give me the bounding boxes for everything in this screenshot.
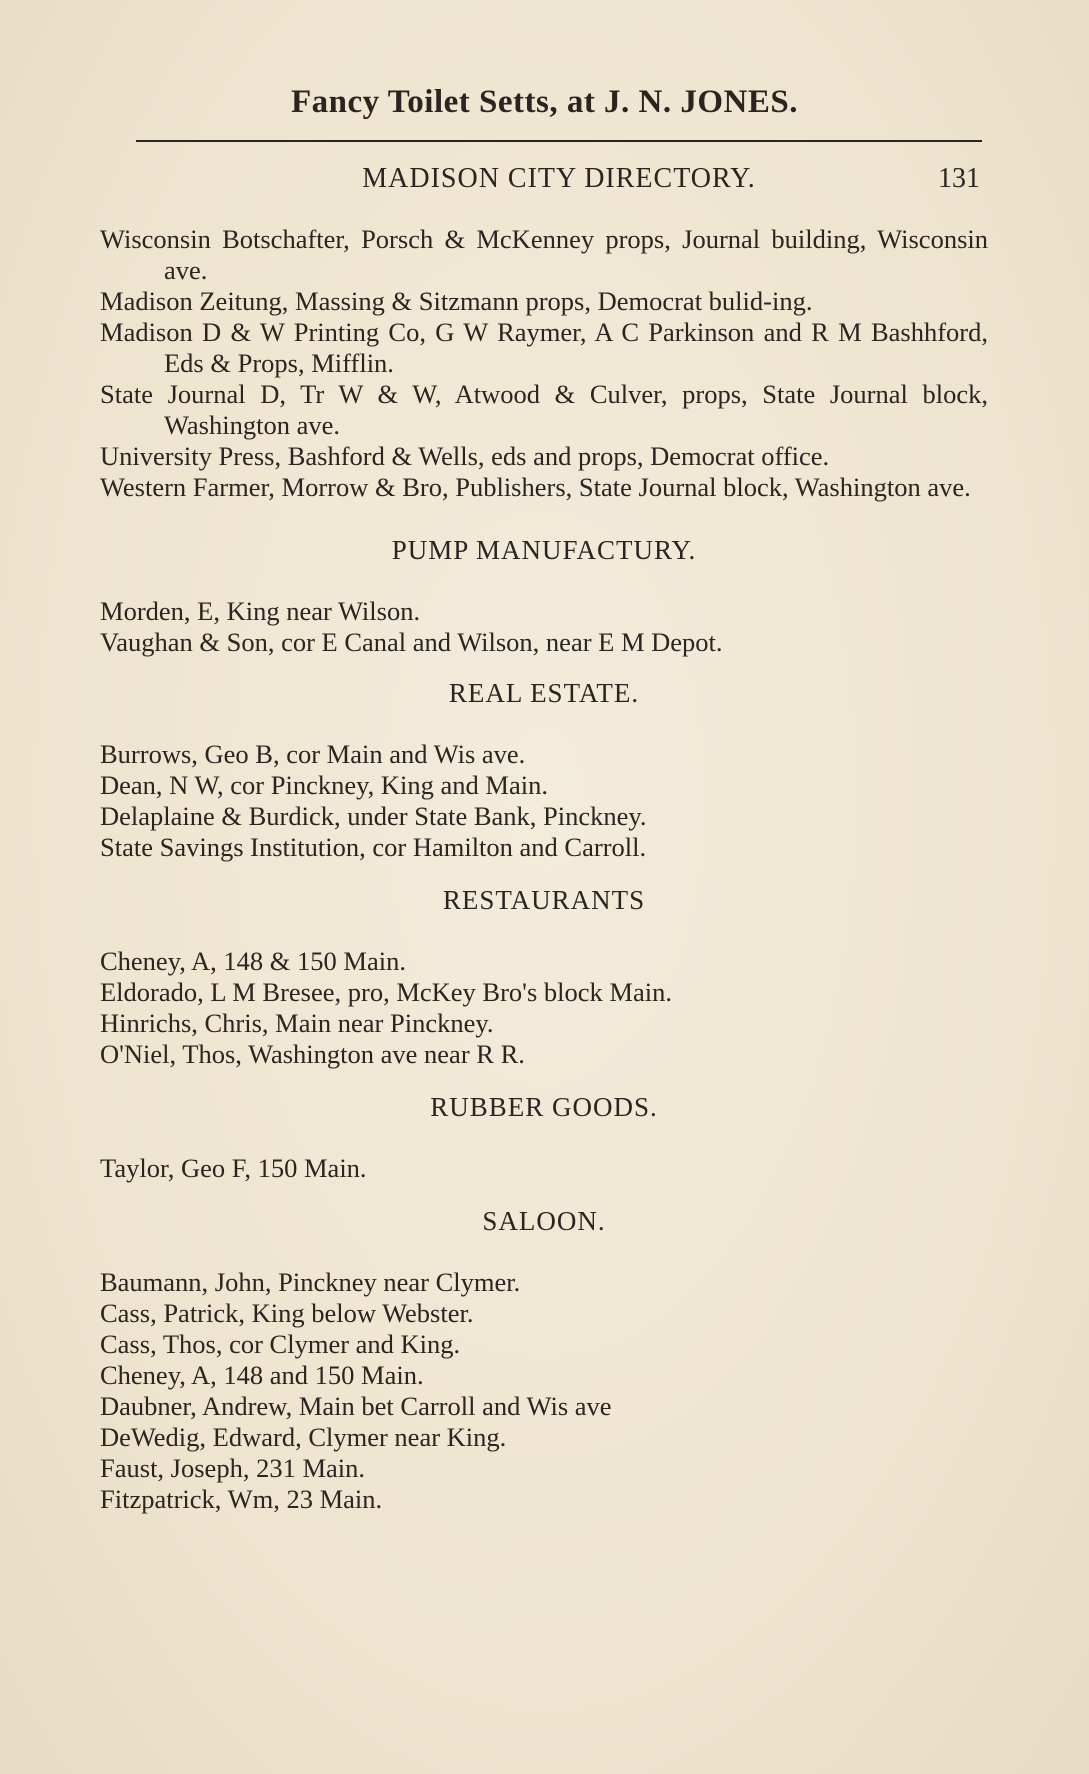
list-item: State Savings Institution, cor Hamilton and Carroll.: [100, 832, 647, 862]
section-heading: PUMP MANUFACTURY.: [391, 535, 697, 565]
advertisement-banner: Fancy Toilet Setts, at J. N. JONES.: [290, 84, 799, 120]
list-item: Cass, Patrick, King below Webster.: [100, 1298, 474, 1328]
section-heading: SALOON.: [482, 1206, 606, 1236]
list-item: Burrows, Geo B, cor Main and Wis ave.: [100, 739, 526, 769]
list-item: Morden, E, King near Wilson.: [100, 596, 421, 626]
list-item: Madison Zeitung, Massing & Sitzmann props, Democrat bulid-ing.: [100, 286, 813, 316]
running-head: [136, 163, 982, 203]
list-item: Delaplaine & Burdick, under State Bank, Pinckney.: [100, 801, 647, 831]
list-item: Faust, Joseph, 231 Main.: [100, 1453, 365, 1483]
page-content: [100, 224, 988, 1515]
section-heading: REAL ESTATE.: [448, 678, 640, 708]
list-item: Daubner, Andrew, Main bet Carroll and Wis ave: [100, 1391, 612, 1421]
section-rubber-goods: [100, 1092, 988, 1184]
list-item: Madison D & W Printing Co, G W Raymer, A C Parkinson and R M Bashhford, Eds & Props, Mifflin.: [100, 317, 988, 378]
newspaper-list: [100, 224, 988, 503]
list-item: Vaughan & Son, cor E Canal and Wilson, near E M Depot.: [100, 627, 723, 657]
section-heading: RUBBER GOODS.: [430, 1092, 658, 1122]
list-item: Cheney, A, 148 & 150 Main.: [100, 946, 406, 976]
list-item: Western Farmer, Morrow & Bro, Publishers, State Journal block, Washington ave.: [100, 472, 971, 502]
running-head-title: MADISON CITY DIRECTORY.: [362, 163, 756, 194]
list-item: University Press, Bashford & Wells, eds and props, Democrat office.: [100, 441, 830, 471]
section-restaurants: [100, 885, 988, 1070]
list-item: O'Niel, Thos, Washington ave near R R.: [100, 1039, 525, 1069]
page-number: 131: [938, 163, 980, 194]
list-item: Eldorado, L M Bresee, pro, McKey Bro's block Main.: [100, 977, 672, 1007]
list-item: Cass, Thos, cor Clymer and King.: [100, 1329, 461, 1359]
list-item: State Journal D, Tr W & W, Atwood & Culver, props, State Journal block, Washington ave.: [100, 379, 988, 440]
list-item: Cheney, A, 148 and 150 Main.: [100, 1360, 424, 1390]
section-heading: RESTAURANTS: [442, 885, 646, 915]
section-pump-manufactury: [100, 535, 988, 658]
list-item: Hinrichs, Chris, Main near Pinckney.: [100, 1008, 494, 1038]
list-item: Dean, N W, cor Pinckney, King and Main.: [100, 770, 548, 800]
list-item: Fitzpatrick, Wm, 23 Main.: [100, 1484, 383, 1514]
list-item: DeWedig, Edward, Clymer near King.: [100, 1422, 507, 1452]
list-item: Taylor, Geo F, 150 Main.: [100, 1153, 367, 1183]
section-saloon: [100, 1206, 988, 1515]
header-rule: [136, 140, 982, 142]
section-real-estate: [100, 678, 988, 863]
list-item: Wisconsin Botschafter, Porsch & McKenney props, Journal building, Wisconsin ave.: [100, 224, 988, 285]
list-item: Baumann, John, Pinckney near Clymer.: [100, 1267, 521, 1297]
